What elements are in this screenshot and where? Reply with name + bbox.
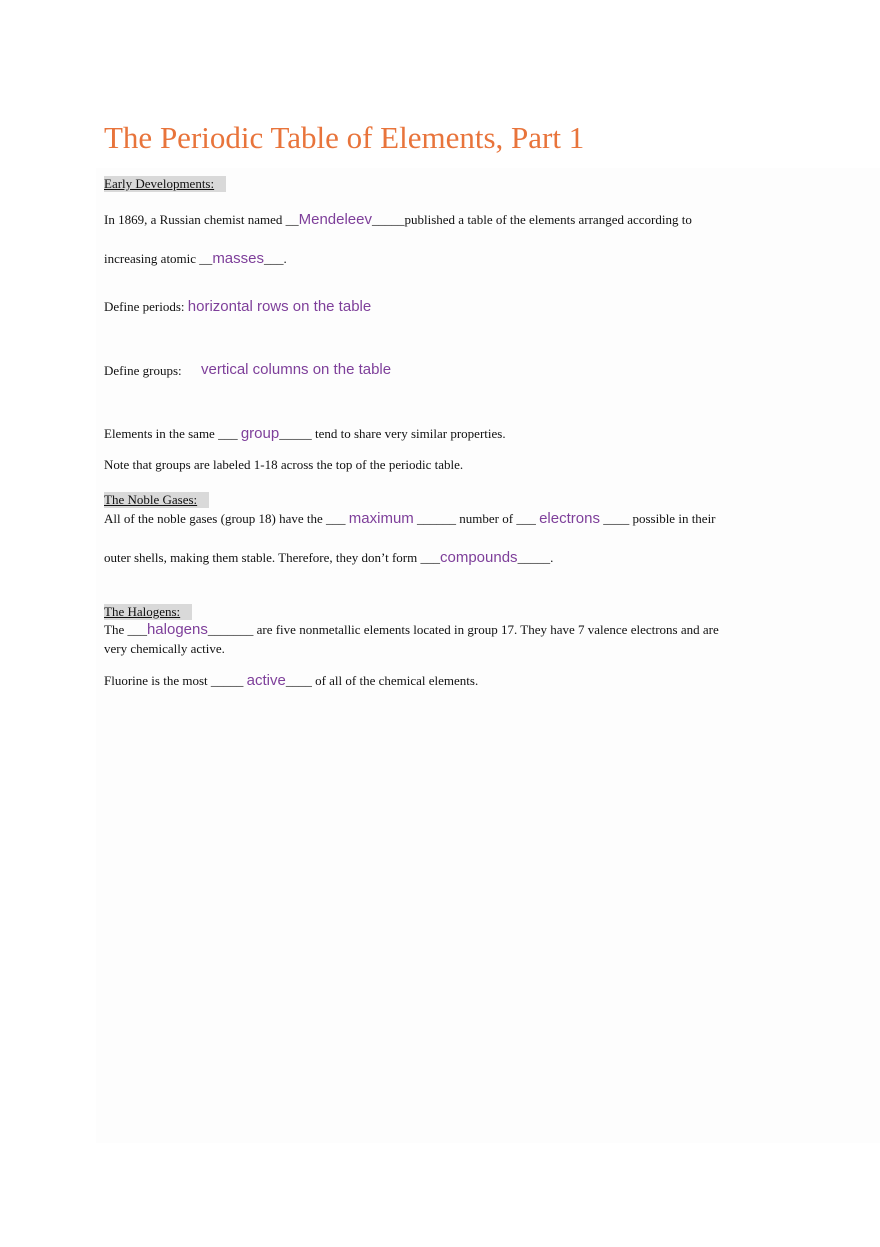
sentence-text: The ___ [104, 622, 147, 637]
sentence-text: _______ are five nonmetallic elements located in group 17. They have 7 valence electrons and are [207, 622, 719, 637]
page-title: The Periodic Table of Elements, Part 1 [104, 120, 585, 155]
sentence-text: ____ of all of the chemical elements. [285, 673, 479, 688]
sentence-noble-gases [104, 510, 716, 528]
sentence-text: increasing atomic __ [104, 251, 213, 266]
sentence-text: Elements in the same ___ [104, 426, 241, 441]
sentence-atomic-masses [104, 250, 287, 268]
answer-halogens: halogens [146, 621, 208, 638]
answer-periods: horizontal rows on the table [187, 298, 372, 315]
sentence-fluorine [104, 672, 478, 690]
answer-active: active [246, 672, 286, 689]
sentence-halogens [104, 621, 719, 639]
sentence-text: Fluorine is the most _____ [104, 673, 247, 688]
section-heading-noble-gases: The Noble Gases: [104, 492, 209, 508]
sentence-text: _____ tend to share very similar properties. [279, 426, 506, 441]
sentence-text: In 1869, a Russian chemist named __ [104, 212, 299, 227]
answer-group: group [240, 425, 280, 442]
define-groups-label: Define groups: [104, 363, 182, 378]
answer-electrons: electrons [539, 510, 600, 527]
sentence-text: ______ number of ___ [413, 511, 540, 526]
define-periods-label: Define periods: [104, 299, 188, 314]
answer-compounds: compounds [440, 549, 518, 566]
sentence-text: All of the noble gases (group 18) have the ___ [104, 511, 349, 526]
sentence-1869 [104, 211, 692, 229]
sentence-text: ___. [264, 251, 287, 266]
sentence-text: outer shells, making them stable. Therefore, they don’t form ___ [104, 550, 440, 565]
sentence-text: _____published a table of the elements arranged according to [372, 212, 692, 227]
answer-masses: masses [212, 250, 264, 267]
define-periods [104, 298, 371, 316]
answer-maximum: maximum [348, 510, 414, 527]
answer-groups: vertical columns on the table [201, 361, 392, 378]
sentence-same-group [104, 425, 506, 443]
sentence-text: ____ possible in their [599, 511, 716, 526]
note-groups-labeled: Note that groups are labeled 1-18 across the top of the periodic table. [104, 457, 464, 472]
sentence-chemically-active: very chemically active. [104, 641, 225, 656]
section-heading-halogens: The Halogens: [104, 604, 192, 620]
section-heading-early-developments: Early Developments: [104, 176, 226, 192]
sentence-outer-shells [104, 549, 553, 567]
answer-mendeleev: Mendeleev [298, 211, 372, 228]
sentence-text: _____. [517, 550, 554, 565]
